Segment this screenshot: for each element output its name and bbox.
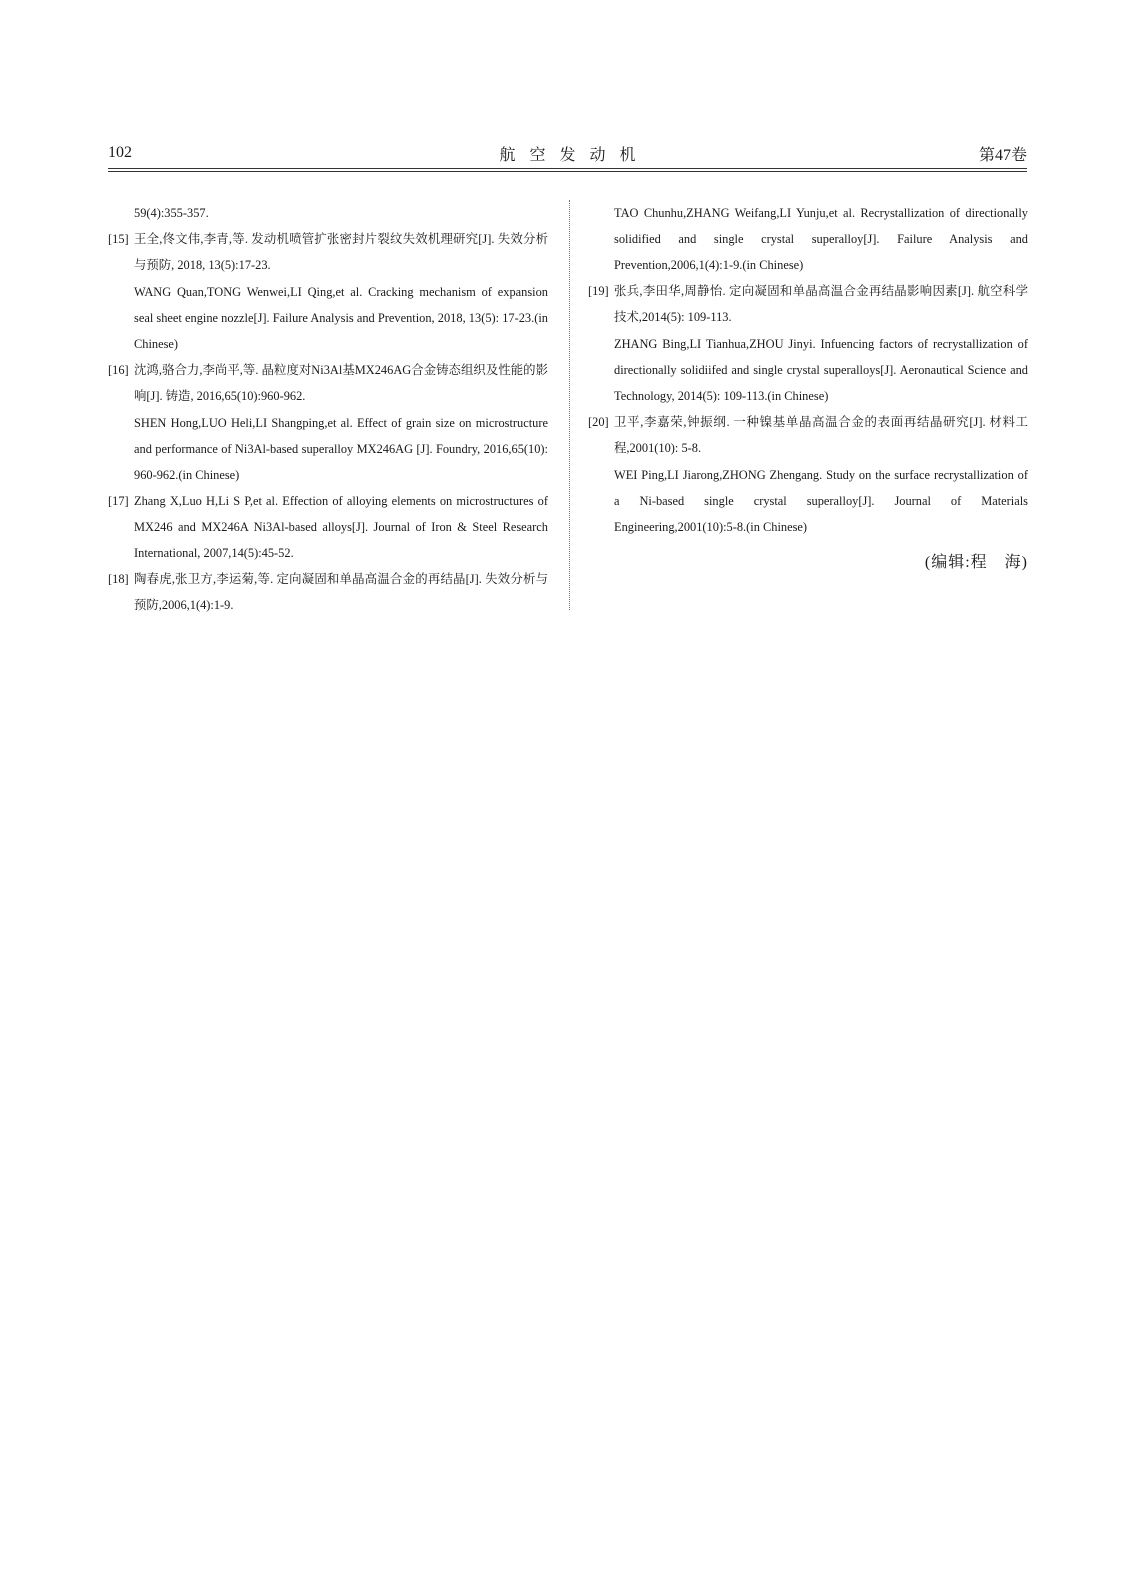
reference-number: [15] [108,232,129,246]
reference-18 [108,566,548,618]
reference-text-cn: 陶春虎,张卫方,李运菊,等. 定向凝固和单晶高温合金的再结晶[J]. 失效分析与预防,2006,1(4):1-9. [134,572,548,612]
reference-text-cn: 沈鸿,骆合力,李尚平,等. 晶粒度对Ni3Al基MX246AG合金铸态组织及性能的影响[J]. 铸造, 2016,65(10):960-962. [134,363,548,403]
running-header [108,140,1027,168]
column-divider [569,200,570,610]
reference-text-cn: 张兵,李田华,周静怡. 定向凝固和单晶高温合金再结晶影响因素[J]. 航空科学技术,2014(5): 109-113. [614,284,1028,324]
editor-credit: (编辑:程 海) [924,554,1028,571]
volume-label: 第47卷 [978,147,1027,164]
reference-text-en: ZHANG Bing,LI Tianhua,ZHOU Jinyi. Infuencing factors of recrystallization of directionally solidiifed and single crystal superalloys[J]. Aeronautical Science and Technology, 2014(5): 109-113.(in Chinese) [614,337,1028,403]
reference-text-en: WEI Ping,LI Jiarong,ZHONG Zhengang. Study on the surface recrystallization of a Ni-based single crystal superalloy[J]. Journal of Materials Engineering,2001(10):5-8.(in Chinese) [614,468,1028,534]
reference-number: [20] [588,415,609,429]
reference-16 [108,357,548,488]
reference-17 [108,488,548,566]
left-column [108,200,548,618]
reference-text-en: WANG Quan,TONG Wenwei,LI Qing,et al. Cracking mechanism of expansion seal sheet engine nozzle[J]. Failure Analysis and Prevention, 2018, 13(5): 17-23.(in Chinese) [134,285,548,351]
reference-19 [588,278,1028,409]
page-number: 102 [108,144,132,161]
reference-text: Zhang X,Luo H,Li S P,et al. Effection of alloying elements on microstructures of MX246 and MX246A Ni3Al-based alloys[J]. Journal of Iron & Steel Research International, 2007,14(5):45-52. [134,494,548,560]
reference-continuation: TAO Chunhu,ZHANG Weifang,LI Yunju,et al. Recrystallization of directionally solidified and single crystal superalloy[J]. Failure Analysis and Prevention,2006,1(4):1-9.(in Chinese) [614,206,1028,272]
reference-20 [588,409,1028,540]
journal-title: 航空发动机 [499,147,650,164]
reference-15 [108,226,548,357]
reference-number: [16] [108,363,129,377]
header-rule-top [108,168,1027,169]
reference-text-cn: 王全,佟文伟,李青,等. 发动机喷管扩张密封片裂纹失效机理研究[J]. 失效分析与预防, 2018, 13(5):17-23. [134,232,548,272]
reference-number: [17] [108,494,129,508]
reference-number: [18] [108,572,129,586]
reference-text-cn: 卫平,李嘉荣,钟振纲. 一种镍基单晶高温合金的表面再结晶研究[J]. 材料工程,2001(10): 5-8. [614,415,1028,455]
reference-number: [19] [588,284,609,298]
header-rule-bottom [108,171,1027,172]
right-column [588,200,1028,576]
reference-continuation: 59(4):355-357. [134,206,209,220]
reference-text-en: SHEN Hong,LUO Heli,LI Shangping,et al. Effect of grain size on microstructure and performance of Ni3Al-based superalloy MX246AG [J]. Foundry, 2016,65(10): 960-962.(in Chinese) [134,416,548,482]
